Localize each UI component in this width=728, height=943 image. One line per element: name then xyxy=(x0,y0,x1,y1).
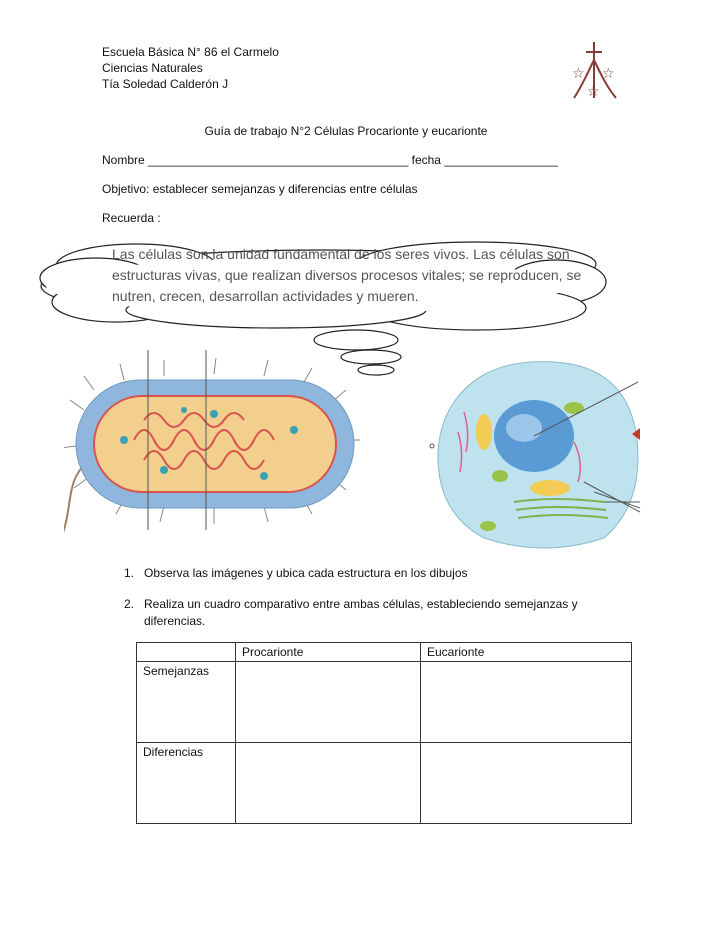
question-2 xyxy=(124,596,644,632)
question-text: Observa las imágenes y ubica cada estructura en los dibujos xyxy=(144,566,468,580)
question-text: Realiza un cuadro comparativo entre ambas células, estableciendo semejanzas y diferencias. xyxy=(144,597,578,628)
table-row xyxy=(137,662,632,743)
row-label: Diferencias xyxy=(137,743,236,824)
prokaryote-cell-illustration xyxy=(64,350,364,550)
remember-label: Recuerda : xyxy=(102,211,161,225)
table-header-row xyxy=(137,643,632,662)
svg-text:☆: ☆ xyxy=(587,84,600,100)
name-date-line: Nombre _______________________________________ fecha _________________ xyxy=(102,153,558,167)
eukaryote-cell-illustration xyxy=(424,352,642,554)
page-title: Guía de trabajo N°2 Células Procarionte y eucarionte xyxy=(204,124,488,138)
table-row xyxy=(137,743,632,824)
table-header-cell xyxy=(137,643,236,662)
svg-text:☆: ☆ xyxy=(572,66,585,82)
table-cell[interactable] xyxy=(421,662,632,743)
header xyxy=(102,44,279,92)
table-cell[interactable] xyxy=(236,743,421,824)
row-label: Semejanzas xyxy=(137,662,236,743)
school-name: Escuela Básica N° 86 el Carmelo xyxy=(102,45,279,59)
question-1 xyxy=(124,565,644,585)
school-logo xyxy=(562,38,626,102)
cloud-text: Las células son la unidad fundamental de los seres vivos. Las células son estructuras vivas, que realizan diversos procesos vitales; se reproducen, se nutren, crecen, desarrollan actividades y mueren. xyxy=(112,246,582,304)
objective: Objetivo: establecer semejanzas y diferencias entre células xyxy=(102,182,418,196)
table-cell[interactable] xyxy=(421,743,632,824)
subject-name: Ciencias Naturales xyxy=(102,61,203,75)
question-number: 2. xyxy=(124,597,135,611)
teacher-name: Tía Soledad Calderón J xyxy=(102,77,229,91)
table-cell[interactable] xyxy=(236,662,421,743)
table-header-cell: Eucarionte xyxy=(421,643,632,662)
question-number: 1. xyxy=(124,566,135,580)
comparison-table xyxy=(136,642,632,824)
svg-text:☆: ☆ xyxy=(602,66,615,82)
table-header-cell: Procarionte xyxy=(236,643,421,662)
